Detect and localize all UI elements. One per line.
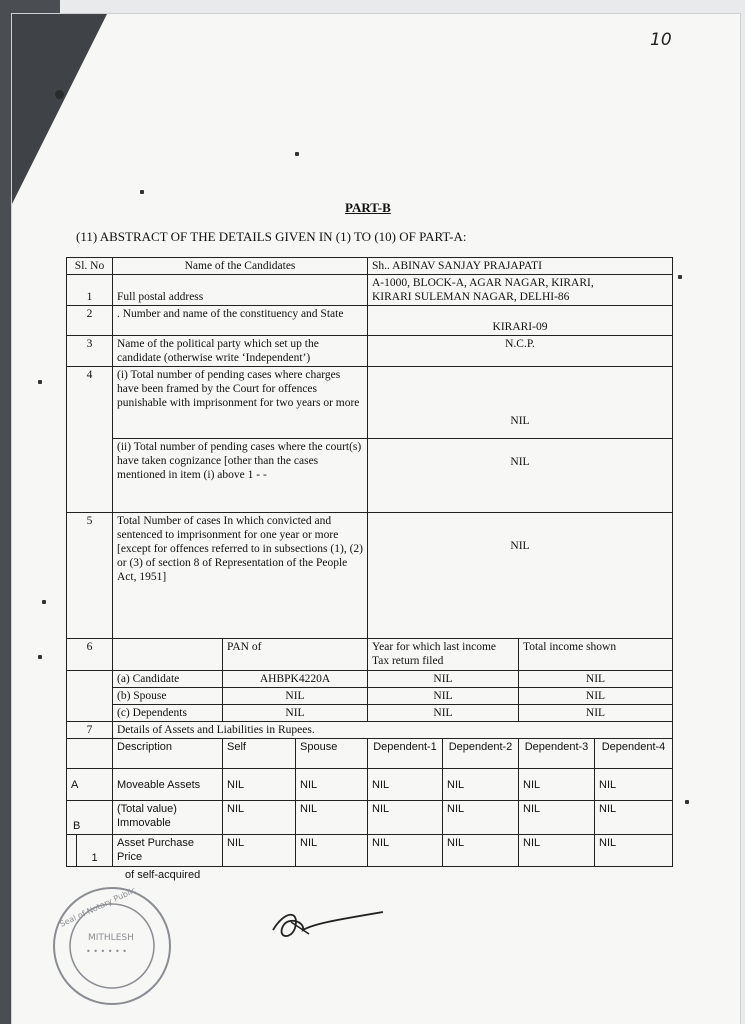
cell-value: NIL [595,835,673,867]
constituency-value: KIRARI-09 [368,306,673,336]
assets-header-row [67,739,673,769]
signature [265,900,395,950]
year-value: NIL [368,671,519,688]
table-row [67,671,673,688]
col-dependent-4: Dependent-4 [595,739,673,769]
name-label: Name of the Candidates [113,258,368,275]
svg-text:Seal of Notary Public: Seal of Notary Public [58,885,138,929]
speck [685,800,689,804]
col-dependent-1: Dependent-1 [368,739,443,769]
pan-header-row [67,639,673,671]
assets-title-row [67,722,673,739]
row-label: (ii) Total number of pending cases where the court(s) have taken cognizance [other than the cases mentioned in item (i) above 1 - - [113,439,368,513]
pan-value: NIL [223,688,368,705]
row-label: Asset Purchase Price [113,835,223,867]
year-value: NIL [368,688,519,705]
page-number: 10 [650,30,672,50]
pan-value: AHBPK4220A [223,671,368,688]
speck [295,152,299,156]
cell-value: NIL [443,835,519,867]
speck [678,275,682,279]
table-row [67,275,673,306]
row-code: B [67,801,113,835]
table-row [67,801,673,835]
svg-text:MITHLESH: MITHLESH [88,933,134,943]
income-value: NIL [519,705,673,722]
pan-who: (c) Dependents [113,705,223,722]
cell-value: NIL [368,769,443,801]
table-row [67,336,673,367]
section-heading: (11) ABSTRACT OF THE DETAILS GIVEN IN (1) TO (10) OF PART-A: [76,229,467,244]
year-value: NIL [368,705,519,722]
speck [38,380,42,384]
income-col-header: Total income shown [519,639,673,671]
cell-value: NIL [519,801,595,835]
table-header-row [67,258,673,275]
table-row [67,513,673,639]
row-label: Total Number of cases In which convicted and sentenced to imprisonment for one year or more [except for offences referred to in subsections (1), (2) or (3) of section 8 of Representation of the People Act, 1951] [113,513,368,639]
table-row [67,306,673,336]
empty-cell [67,671,113,722]
row-code: A [67,769,113,801]
row-number: 5 [67,513,113,639]
cell-value: NIL [519,769,595,801]
row-label: (i) Total number of pending cases where charges have been framed by the Court for offences punishable with imprisonment for two years or more [113,367,368,439]
party-value: N.C.P. [368,336,673,367]
cell-value: NIL [519,835,595,867]
row-label: Name of the political party which set up the candidate (otherwise write ‘Independent’) [113,336,368,367]
row-number: 1 [67,275,113,306]
cell-value: NIL [223,801,296,835]
row-label: . Number and name of the constituency and State [113,306,368,336]
row-code: 1 [77,835,113,867]
col-spouse: Spouse [296,739,368,769]
row-label: Full postal address [113,275,368,306]
page-title: PART-B [345,200,391,215]
assets-title: Details of Assets and Liabilities in Rupees. [113,722,673,739]
col-dependent-2: Dependent-2 [443,739,519,769]
col-dependent-3: Dependent-3 [519,739,595,769]
speck [42,600,46,604]
cell-value: NIL [443,769,519,801]
empty-cell [67,739,113,769]
income-value: NIL [519,671,673,688]
cell-value: NIL [296,835,368,867]
row-label: Moveable Assets [113,769,223,801]
table-row [67,835,673,867]
row-number: 6 [67,639,113,671]
speck [55,90,64,99]
table-row [67,769,673,801]
speck [140,190,144,194]
address-line-1: A-1000, BLOCK-A, AGAR NAGAR, KIRARI, [372,277,594,289]
row-number: 7 [67,722,113,739]
pan-who: (a) Candidate [113,671,223,688]
address-line-2: KIRARI SULEMAN NAGAR, DELHI-86 [372,291,570,303]
col-self: Self [223,739,296,769]
empty-cell [113,639,223,671]
continuation-text: of self-acquired [125,869,201,881]
cell-value: NIL [223,769,296,801]
year-col-header: Year for which last income Tax return filed [368,639,519,671]
cell-value: NIL [223,835,296,867]
row-number: 3 [67,336,113,367]
income-value: NIL [519,688,673,705]
speck [38,655,42,659]
table-row [67,688,673,705]
sl-no-header: Sl. No [67,258,113,275]
candidate-name: Sh.. ABINAV SANJAY PRAJAPATI [368,258,673,275]
cell-value: NIL [595,801,673,835]
abstract-table [66,257,673,867]
address-value [368,275,673,306]
cell-value: NIL [368,835,443,867]
cell-value: NIL [443,801,519,835]
table-row [67,439,673,513]
pan-value: NIL [223,705,368,722]
table-row [67,367,673,439]
col-description: Description [113,739,223,769]
cell-value: NIL [296,769,368,801]
table-row [67,705,673,722]
row-label: (Total value) Immovable [113,801,223,835]
row-number: 2 [67,306,113,336]
cell-value: NIL [368,801,443,835]
notary-seal-stamp [40,880,180,1010]
svg-text:• • • • • •: • • • • • • [86,947,128,956]
folded-corner [12,14,107,204]
row-number: 4 [67,367,113,513]
pending-cases-value: NIL [368,367,673,439]
convicted-cases-value: NIL [368,513,673,639]
cognizance-cases-value: NIL [368,439,673,513]
pan-col-header: PAN of [223,639,368,671]
cell-value: NIL [595,769,673,801]
cell-value: NIL [296,801,368,835]
empty-cell [67,835,77,867]
pan-who: (b) Spouse [113,688,223,705]
